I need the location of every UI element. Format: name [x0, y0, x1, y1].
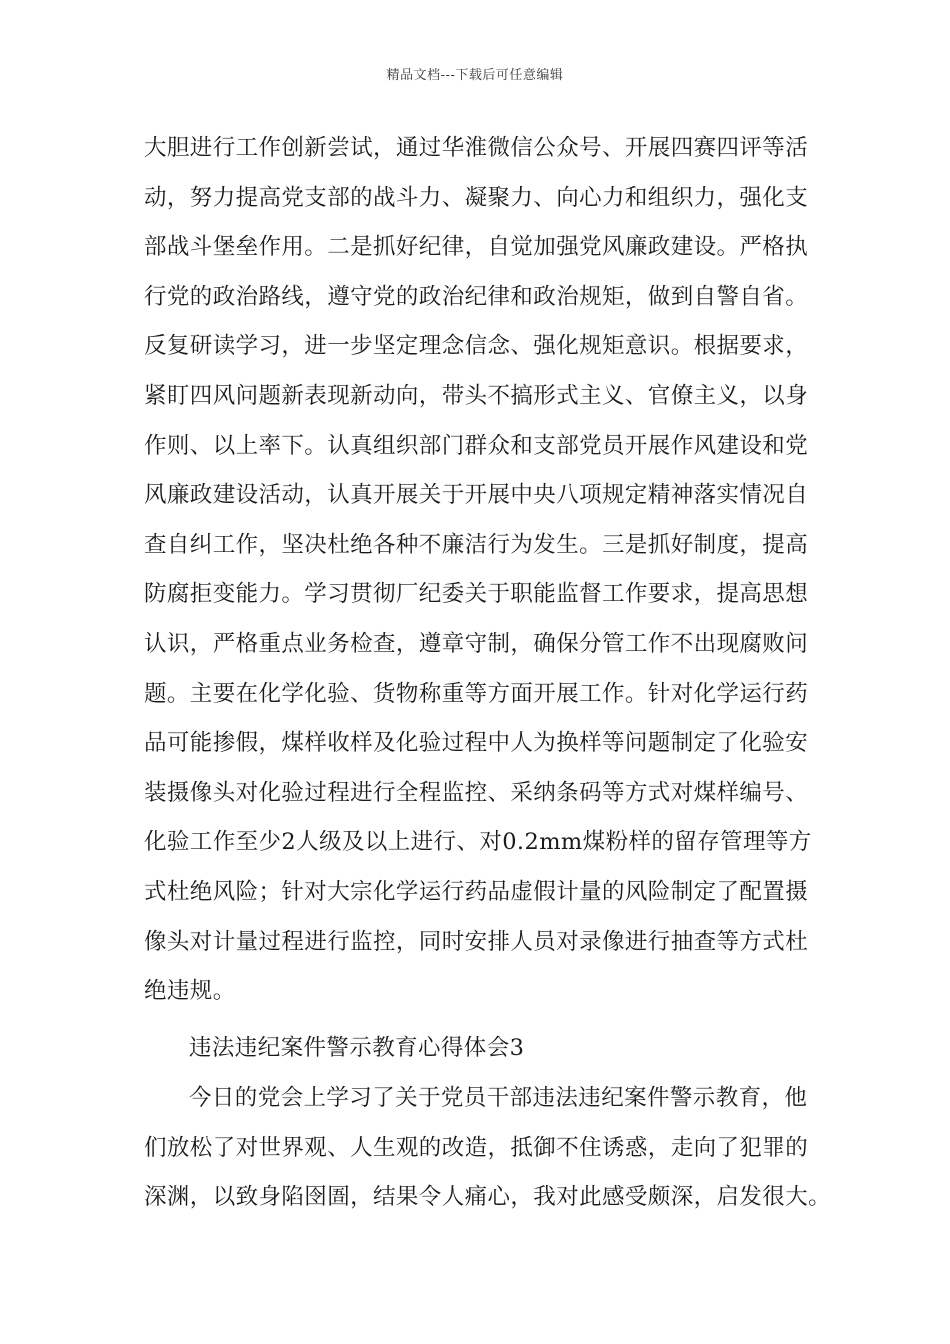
text-line: 像头对计量过程进行监控，同时安排人员对录像进行抽查等方式杜	[144, 928, 809, 955]
text-line: 绝违规。	[144, 978, 236, 1005]
text-line: 们放松了对世界观、人生观的改造，抵御不住诱惑，走向了犯罪的	[144, 1134, 809, 1161]
section-heading: 违法违纪案件警示教育心得体会3	[189, 1035, 525, 1061]
text-line: 认识，严格重点业务检查，遵章守制，确保分管工作不出现腐败问	[144, 630, 809, 657]
text-line: 防腐拒变能力。学习贯彻厂纪委关于职能监督工作要求，提高思想	[144, 581, 809, 608]
text-line: 反复研读学习，进一步坚定理念信念、强化规矩意识。根据要求，	[144, 333, 809, 360]
section-heading-container	[144, 1024, 809, 1074]
text-line: 题。主要在化学化验、货物称重等方面开展工作。针对化学运行药	[144, 680, 809, 707]
paragraph-2	[144, 1074, 832, 1223]
page-header: 精品文档---下载后可任意编辑	[386, 68, 564, 83]
text-line: 行党的政治路线，遵守党的政治纪律和政治规矩，做到自警自省。	[144, 283, 809, 310]
text-line: 化验工作至少2人级及以上进行、对0.2mm煤粉样的留存管理等方	[144, 829, 812, 856]
text-line: 品可能掺假，煤样收样及化验过程中人为换样等问题制定了化验安	[144, 730, 809, 757]
text-line: 大胆进行工作创新尝试，通过华淮微信公众号、开展四赛四评等活	[144, 135, 809, 161]
text-line: 部战斗堡垒作用。二是抓好纪律，自觉加强党风廉政建设。严格执	[144, 234, 809, 261]
paragraph-1	[144, 124, 812, 1017]
text-line: 深渊，以致身陷囹圄，结果令人痛心，我对此感受颇深，启发很大。	[144, 1184, 832, 1211]
text-line: 装摄像头对化验过程进行全程监控、采纳条码等方式对煤样编号、	[144, 779, 809, 806]
text-line: 今日的党会上学习了关于党员干部违法违纪案件警示教育，他	[189, 1085, 808, 1111]
text-line: 动，努力提高党支部的战斗力、凝聚力、向心力和组织力，强化支	[144, 184, 809, 211]
text-line: 风廉政建设活动，认真开展关于开展中央八项规定精神落实情况自	[144, 482, 809, 509]
text-line: 作则、以上率下。认真组织部门群众和支部党员开展作风建设和党	[144, 432, 809, 459]
text-line: 紧盯四风问题新表现新动向，带头不搞形式主义、官僚主义，以身	[144, 382, 809, 409]
text-line: 式杜绝风险；针对大宗化学运行药品虚假计量的风险制定了配置摄	[144, 878, 809, 905]
text-line: 查自纠工作，坚决杜绝各种不廉洁行为发生。三是抓好制度，提高	[144, 531, 809, 558]
